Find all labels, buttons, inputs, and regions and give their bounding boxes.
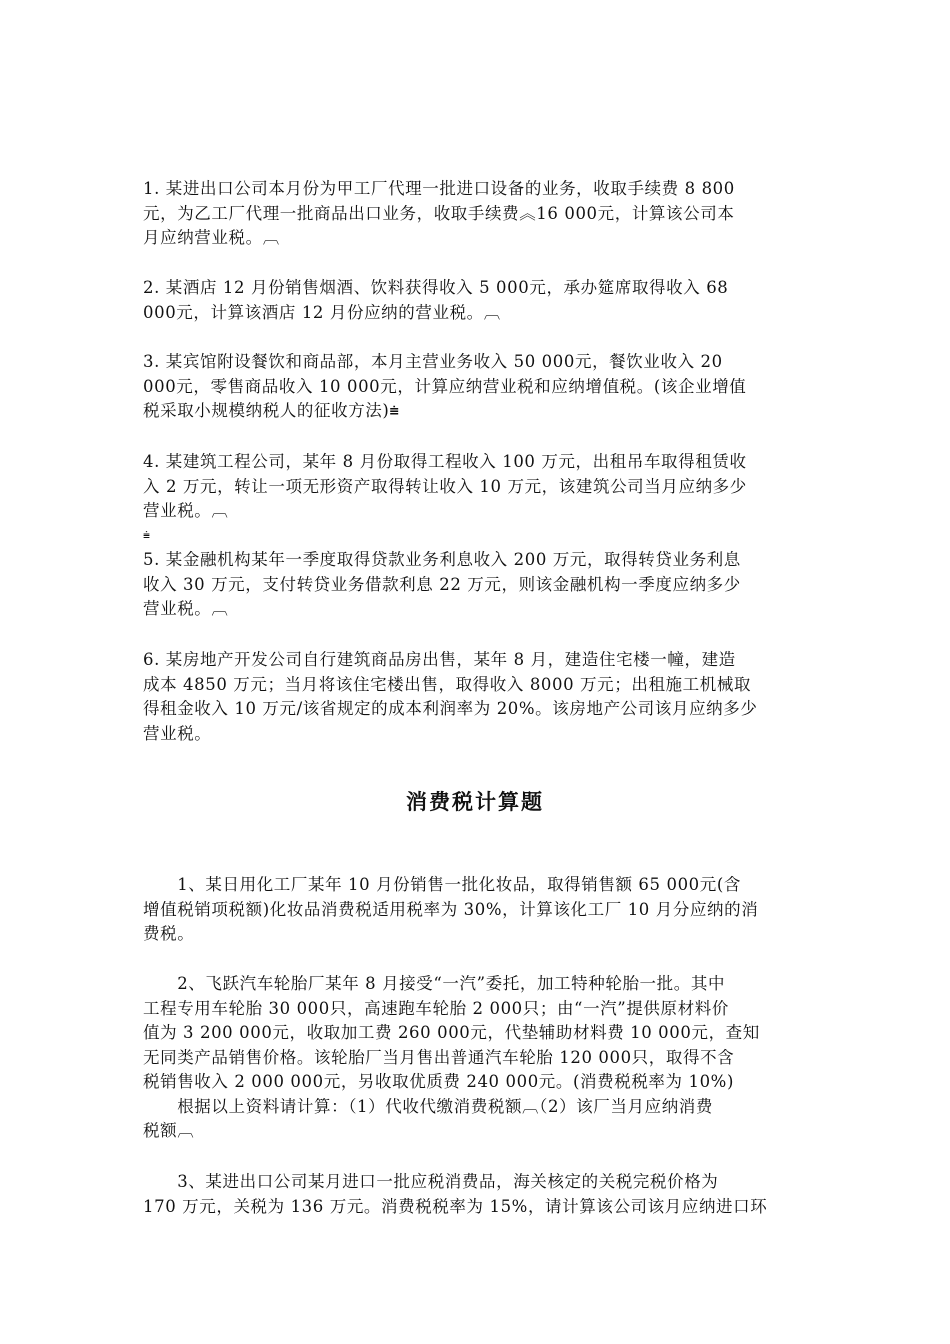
text-line: 1. 某进出口公司本月份为甲工厂代理一批进口设备的业务，收取手续费 8 800	[143, 179, 735, 198]
text-line: 税采取小规模纳税人的征收方法)⩧	[143, 401, 400, 420]
stray-mark: ⩧	[143, 528, 151, 542]
text-line: 值为 3 200 000元，收取加工费 260 000元，代垫辅助材料费 10 000元，查知	[143, 1023, 760, 1042]
text-line: 5. 某金融机构某年一季度取得贷款业务利息收入 200 万元，取得转贷业务利息	[143, 550, 741, 569]
text-line: 1、某日用化工厂某年 10 月份销售一批化妆品，取得销售额 65 000元(含	[143, 875, 741, 894]
text-line: 税额︹	[143, 1121, 195, 1140]
text-line: 6. 某房地产开发公司自行建筑商品房出售，某年 8 月，建造住宅楼一幢，建造	[143, 650, 736, 669]
consumption-tax-question-3	[143, 1170, 808, 1219]
business-tax-question-1	[143, 177, 808, 251]
text-line: 得租金收入 10 万元/该省规定的成本利润率为 20%。该房地产公司该月应纳多少	[143, 699, 758, 718]
text-line: 收入 30 万元，支付转贷业务借款利息 22 万元，则该金融机构一季度应纳多少	[143, 574, 741, 594]
text-line: 税销售收入 2 000 000元，另收取优质费 240 000元。(消费税税率为 10%)	[143, 1072, 734, 1091]
text-line: 无同类产品销售价格。该轮胎厂当月售出普通汽车轮胎 120 000只，取得不含	[143, 1047, 735, 1067]
text-line: 2、飞跃汽车轮胎厂某年 8 月接受“一汽”委托，加工特种轮胎一批。其中	[143, 974, 726, 993]
text-line: 元，为乙工厂代理一批商品出口业务，收取手续费︽16 000元，计算该公司本	[143, 203, 735, 223]
text-line: 根据以上资料请计算：（1）代收代缴消费税额︹（2）该厂当月应纳消费	[143, 1096, 713, 1116]
business-tax-question-6	[143, 648, 808, 746]
text-line: 3、某进出口公司某月进口一批应税消费品，海关核定的关税完税价格为	[143, 1172, 719, 1191]
text-line: 170 万元，关税为 136 万元。消费税税率为 15%，请计算该公司该月应纳进口环	[143, 1196, 768, 1216]
text-line: 营业税。︹	[143, 501, 229, 520]
text-line: 4. 某建筑工程公司，某年 8 月份取得工程收入 100 万元，出租吊车取得租赁收	[143, 452, 747, 471]
business-tax-question-3	[143, 350, 808, 424]
text-line: 000元，零售商品收入 10 000元，计算应纳营业税和应纳增值税。(该企业增值	[143, 376, 747, 396]
text-line: 3. 某宾馆附设餐饮和商品部，本月主营业务收入 50 000元，餐饮业收入 20	[143, 352, 723, 371]
section-title: 消费税计算题	[406, 790, 544, 814]
text-line: 费税。	[143, 924, 195, 943]
text-line: 营业税。	[143, 723, 212, 743]
text-line: 工程专用车轮胎 30 000只，高速跑车轮胎 2 000只；由“一汽”提供原材料价	[143, 998, 729, 1018]
text-line: 成本 4850 万元；当月将该住宅楼出售，取得收入 8000 万元；出租施工机械取	[143, 674, 752, 694]
consumption-tax-question-2	[143, 972, 808, 1144]
text-line: 2. 某酒店 12 月份销售烟酒、饮料获得收入 5 000元，承办筵席取得收入 68	[143, 278, 729, 297]
business-tax-question-4	[143, 450, 808, 524]
business-tax-question-2	[143, 276, 808, 325]
text-line: 入 2 万元，转让一项无形资产取得转让收入 10 万元，该建筑公司当月应纳多少	[143, 476, 747, 496]
text-line: 000元，计算该酒店 12 月份应纳的营业税。︹	[143, 302, 501, 322]
text-line: 增值税销项税额)化妆品消费税适用税率为 30%，计算该化工厂 10 月分应纳的消	[143, 899, 759, 919]
business-tax-question-5	[143, 548, 808, 622]
consumption-tax-question-1	[143, 873, 808, 947]
text-line: 营业税。︹	[143, 599, 229, 618]
text-line: 月应纳营业税。︹	[143, 228, 280, 247]
